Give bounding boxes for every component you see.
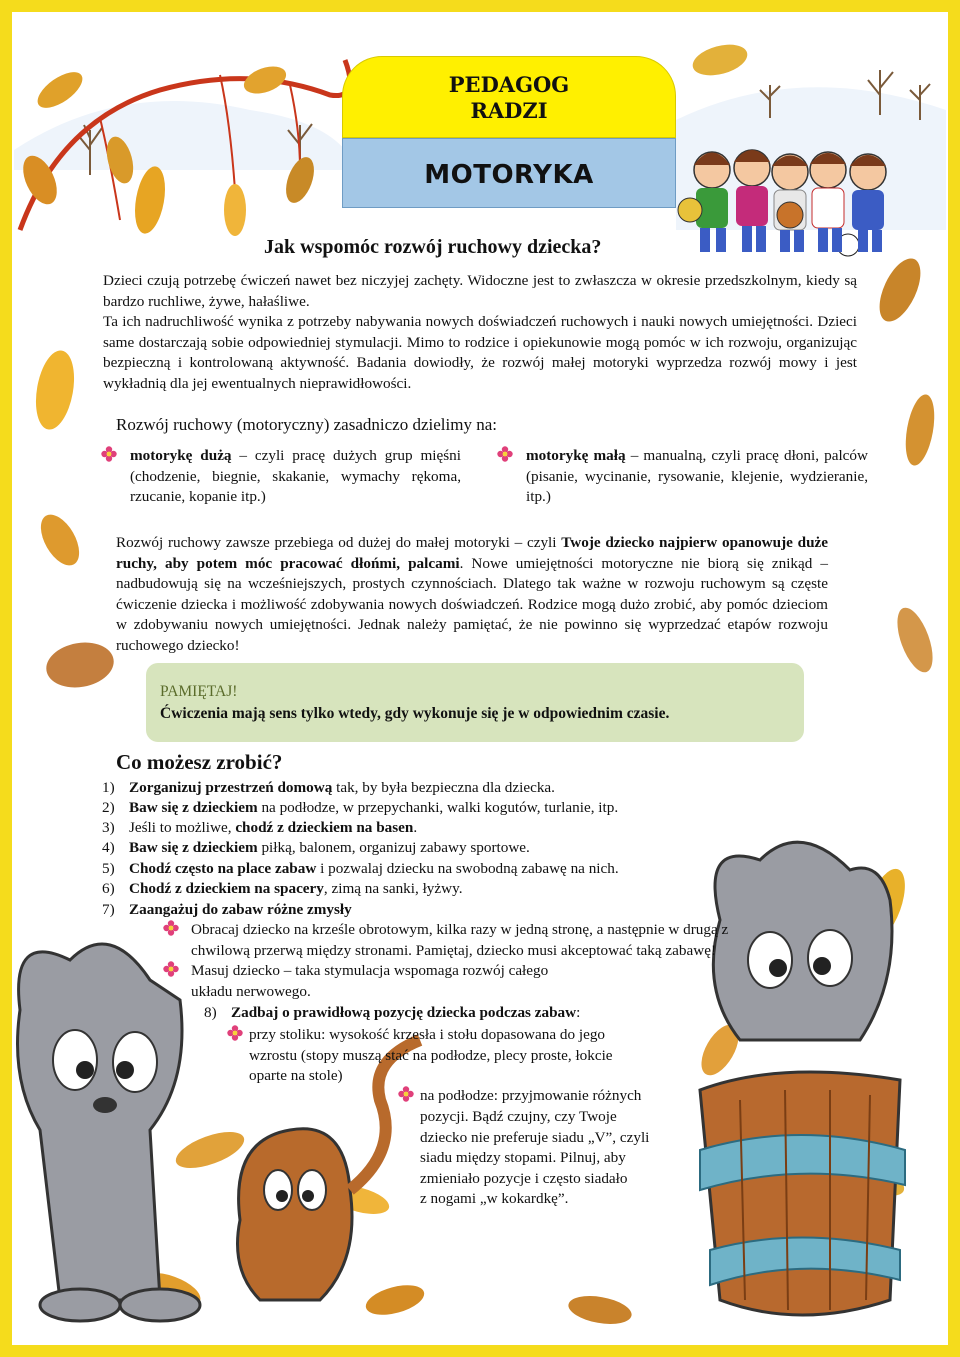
remember-text: Ćwiczenia mają sens tylko wtedy, gdy wykonuje się je w odpowiednim czasie. — [160, 705, 670, 722]
sub-item-line: Masuj dziecko – taka stymulacja wspomaga rozwój całego — [191, 962, 549, 979]
header-title-line1: PEDAGOG — [448, 72, 570, 97]
sub-item-line: siadu między stopami. Pilnuj, aby — [420, 1149, 626, 1166]
remember-label: PAMIĘTAJ! — [160, 683, 238, 700]
todo-item: 7) Zaangażuj do zabaw różne zmysły — [102, 901, 352, 918]
development-paragraph — [116, 533, 828, 656]
fine-motor-item — [526, 446, 868, 508]
sub-item-line: Obracaj dziecko na krześle obrotowym, kilka razy w jedną stronę, a następnie w drugą z — [191, 921, 729, 938]
todo-item: 5) Chodź często na place zabaw i pozwalaj dziecku na swobodną zabawę na nich. — [102, 860, 619, 877]
flower-bullet-icon — [497, 446, 513, 462]
sub-item-line: wzrostu (stopy muszą stać na podłodze, plecy proste, łokcie — [249, 1047, 613, 1064]
development-text-b: Twoje dziecko najpierw opanowuje duże ruchy, aby potem móc pracować dłońmi, palcami — [116, 534, 828, 572]
sub-item-line: oparte na stole) — [249, 1067, 343, 1084]
intro-paragraph-2: Ta ich nadruchliwość wynika z potrzeby nabywania nowych doświadczeń ruchowych i nauki nowych umiejętności. Dzieci same dostarczają sobie odpowiedniej stymulacji. Mimo to rodzice i opiekunowie mogą pomóc w ich rozwoju, organizując bezpieczną i kontrolowaną aktywność. Badania dowiodły, że rozwój małej motoryki wyprzedza rozwój mowy i jest wykładnią dla jej ewentualnych nieprawidłowości. — [103, 313, 857, 392]
header-subtitle: MOTORYKA — [424, 160, 594, 190]
development-text-a: Rozwój ruchowy zawsze przebiega od dużej do małej motoryki – czyli — [116, 534, 562, 551]
flower-bullet-icon — [101, 446, 117, 462]
fine-motor-term: motorykę małą — [526, 447, 626, 464]
todo-heading: Co możesz zrobić? — [116, 750, 283, 774]
flower-bullet-icon — [163, 920, 179, 936]
sub-item-line: przy stoliku: wysokość krzesła i stołu dopasowana do jego — [249, 1026, 606, 1043]
sub-item-line: dziecko nie preferuje siadu „V”, czyli — [420, 1129, 650, 1146]
remember-note-box — [146, 663, 804, 742]
sub-item-line: na podłodze: przyjmowanie różnych — [420, 1087, 642, 1104]
gross-motor-item — [130, 446, 461, 508]
gross-motor-term: motorykę dużą — [130, 447, 232, 464]
intro-paragraph-1: Dzieci czują potrzebę ćwiczeń nawet bez niczyjej zachęty. Widoczne jest to zwłaszcza w okresie przedszkolnym, kiedy są bardzo ruchliwe, żywe, hałaśliwe. — [103, 272, 857, 310]
development-text-c: . Nowe umiejętności motoryczne nie biorą się znikąd – nadbudowują się na wcześniejszych, prostych czynnościach. Dlatego tak ważne w rozwoju ruchowym są częste ćwiczenie dziecka i możliwość zdobywania nowych doświadczeń. Rodzice mogą dużo zrobić, aby pomóc dzieciom w zdobywaniu nowych umiejętności. Jednak należy pamiętać, że nie powinno się wyprzedzać etapów rozwoju ruchowego dziecko! — [116, 554, 829, 654]
todo-item: 1) Zorganizuj przestrzeń domową tak, by była bezpieczna dla dziecka. — [102, 779, 555, 796]
sub-item-line: układu nerwowego. — [191, 983, 311, 1000]
flower-bullet-icon — [163, 961, 179, 977]
sub-item-line: zmieniało pozycje i często siadało — [420, 1170, 628, 1187]
gross-motor-desc: – czyli pracę dużych grup mięśni (chodzenie, biegnie, skakanie, wymachy rękoma, rzucanie, kopanie itp.) — [130, 447, 461, 505]
flower-bullet-icon — [227, 1025, 243, 1041]
todo-item: 6) Chodź z dzieckiem na spacery, zimą na sanki, łyżwy. — [102, 880, 463, 897]
flower-bullet-icon — [398, 1086, 414, 1102]
fine-motor-desc: – manualną, czyli pracę dłoni, palców (pisanie, wycinanie, rysowanie, klejenie, wydzieranie, itp.) — [526, 447, 868, 505]
sub-item-line: pozycji. Bądź czujny, czy Twoje — [420, 1108, 617, 1125]
todo-item: 4) Baw się z dzieckiem piłką, balonem, organizuj zabawy sportowe. — [102, 839, 530, 856]
header-title — [342, 72, 676, 124]
todo-item: 2) Baw się z dzieckiem na podłodze, w przepychanki, walki kogutów, turlanie, itp. — [102, 799, 619, 816]
todo-item: 3) Jeśli to możliwe, chodź z dzieckiem na basen. — [102, 819, 418, 836]
sub-item-line: chwilową przerwą między stronami. Pamiętaj, dziecko musi akceptować taką zabawę! — [191, 942, 717, 959]
page-heading: Jak wspomóc rozwój ruchowy dziecka? — [264, 236, 602, 258]
header-title-line2: RADZI — [470, 98, 548, 123]
division-heading: Rozwój ruchowy (motoryczny) zasadniczo dzielimy na: — [116, 415, 497, 434]
sub-item-line: z nogami „w kokardkę”. — [420, 1190, 569, 1207]
todo-item: 8) Zadbaj o prawidłową pozycję dziecka podczas zabaw: — [204, 1004, 581, 1021]
